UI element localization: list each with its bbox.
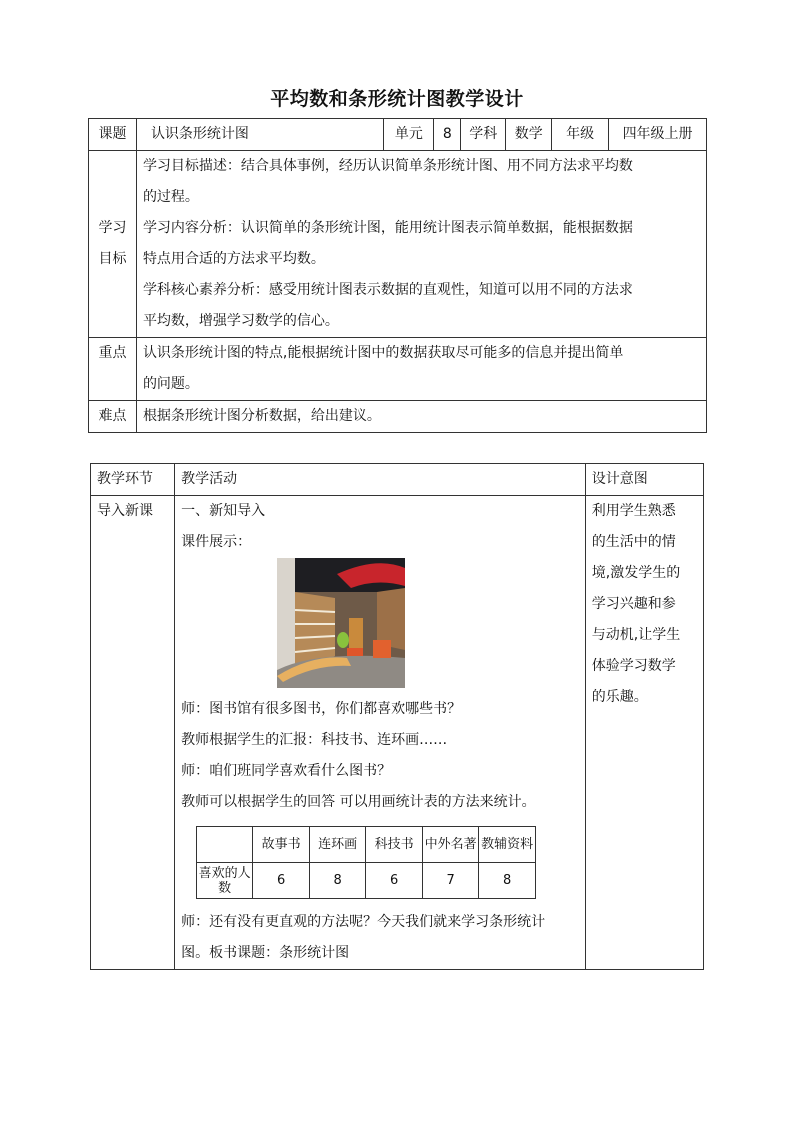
- header-activity: 教学活动: [175, 464, 586, 496]
- lesson-info-table: [88, 118, 707, 433]
- goal-line: 学科核心素养分析：感受用统计图表示数据的直观性，知道可以用不同的方法求: [142, 282, 633, 298]
- topic-row: [89, 119, 707, 151]
- goal-line: 的过程。: [142, 189, 199, 205]
- process-row: [91, 496, 704, 970]
- stats-value: 7: [423, 863, 479, 899]
- stats-header: 中外名著: [423, 827, 479, 863]
- stats-header: 连环画: [310, 827, 366, 863]
- stats-header: 故事书: [253, 827, 310, 863]
- difficulties-row: [89, 401, 707, 433]
- teaching-process-table: [90, 463, 704, 970]
- goal-line: 学习目标描述：结合具体事例，经历认识简单条形统计图、用不同方法求平均数: [142, 158, 633, 174]
- stats-header: 教辅资料: [479, 827, 536, 863]
- goals-label: 学习 目标: [89, 151, 137, 338]
- key-points-content: 认识条形统计图的特点,能根据统计图中的数据获取尽可能多的信息并提出简单 的问题。: [136, 338, 706, 401]
- unit-label: 单元: [384, 119, 434, 151]
- topic-value: 认识条形统计图: [136, 119, 383, 151]
- grade-label: 年级: [552, 119, 609, 151]
- goals-content: [136, 151, 706, 338]
- goal-line: 平均数，增强学习数学的信心。: [142, 313, 339, 329]
- unit-value: 8: [434, 119, 461, 151]
- key-points-row: [89, 338, 707, 401]
- header-intent: 设计意图: [585, 464, 703, 496]
- goals-row: [89, 151, 707, 338]
- key-points-label: 重点: [89, 338, 137, 401]
- stats-row-label: 喜欢的人数: [197, 863, 253, 899]
- stats-header: 科技书: [366, 827, 423, 863]
- stage-name: 导入新课: [91, 496, 175, 970]
- stats-value: 6: [366, 863, 423, 899]
- stats-value-row: [197, 863, 536, 899]
- grade-value: 四年级上册: [609, 119, 707, 151]
- subject-value: 数学: [506, 119, 552, 151]
- stats-value: 8: [479, 863, 536, 899]
- stats-header-row: [197, 827, 536, 863]
- activity-content: 一、新知导入 课件展示： 师：图书馆有很多图书，你们都喜欢哪些书？ 教师根据学生的汇报：科技书、连环画…… 师：咱们班同学喜欢看什么图书？ 教师可以根据学生的回答 可以用画统计表的方法来统计。 故事书 连环画 科技书 中外名著 教辅资料 喜欢的人数 6 8 6 7 8 师：还有没有更直观的方法呢？今天我们就来学习条形统计 图。板书课题：条形统计图: [175, 496, 586, 970]
- topic-label: 课题: [89, 119, 137, 151]
- goal-line: 学习内容分析：认识简单的条形统计图，能用统计图表示简单数据，能根据数据: [142, 220, 633, 236]
- document-title: 平均数和条形统计图教学设计: [270, 88, 524, 110]
- difficulties-label: 难点: [89, 401, 137, 433]
- process-header-row: [91, 464, 704, 496]
- header-stage: 教学环节: [91, 464, 175, 496]
- stats-value: 8: [310, 863, 366, 899]
- book-preference-table: [196, 826, 536, 899]
- intent-content: 利用学生熟悉 的生活中的情 境,激发学生的 学习兴趣和参 与动机,让学生 体验学习数学 的乐趣。: [585, 496, 703, 970]
- goal-line: 特点用合适的方法求平均数。: [142, 251, 325, 267]
- stats-value: 6: [253, 863, 310, 899]
- library-photo: [277, 558, 405, 688]
- difficulties-content: 根据条形统计图分析数据，给出建议。: [136, 401, 706, 433]
- subject-label: 学科: [461, 119, 506, 151]
